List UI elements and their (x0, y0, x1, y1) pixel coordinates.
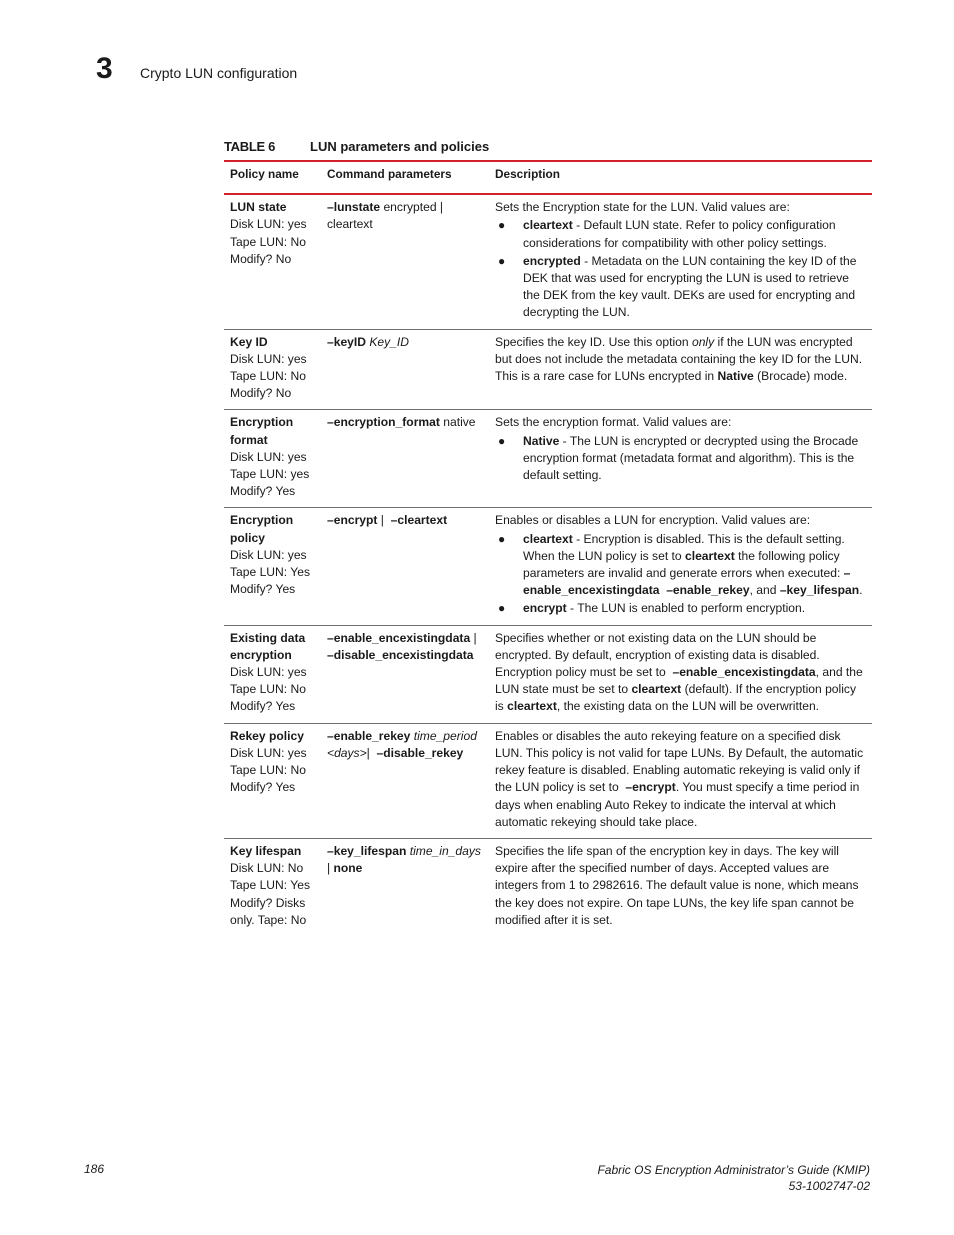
bullet-item (495, 531, 868, 600)
policy-detail: Tape LUN: yes (230, 467, 310, 482)
policy-cell (224, 723, 321, 838)
command-cell (321, 410, 489, 508)
policy-name: Rekey policy (230, 728, 304, 743)
policy-detail: Modify? Yes (230, 699, 296, 714)
bullet-term: encrypted (523, 253, 581, 268)
policy-cell (224, 410, 321, 508)
command-argument: time_in_days (406, 843, 481, 858)
command-flag: –cleartext (390, 513, 448, 528)
command-separator: | (470, 630, 477, 645)
command-cell (321, 625, 489, 723)
description-flag: –enable_encexistingdata (672, 665, 816, 680)
policy-name: Key ID (230, 334, 268, 349)
command-cell (321, 723, 489, 838)
policy-detail: Tape LUN: No (230, 763, 306, 778)
policy-name: Key lifespan (230, 843, 302, 858)
description-text: Enables or disables a LUN for encryption. Valid values are: (495, 513, 811, 528)
policy-detail: Modify? Disks only. Tape: No (230, 895, 307, 927)
bullet-item (495, 217, 868, 251)
bullet-icon: ● (498, 253, 506, 268)
page-number: 186 (84, 1162, 105, 1176)
table-row (224, 625, 872, 723)
column-header-policy-name: Policy name (224, 161, 321, 194)
policy-name: Encryption format (230, 415, 294, 447)
command-values: encrypted | cleartext (327, 200, 444, 232)
description-cell (489, 723, 872, 838)
bullet-text: - The LUN is enabled to perform encryption. (566, 601, 806, 616)
bullet-text: . (859, 583, 863, 598)
description-text: , and the LUN state must be set to (495, 665, 863, 697)
description-text: . You must specify a time period in days when enabling Auto Rekey to indicate the interval at which automatic rekeying should take place. (495, 780, 860, 829)
bullet-term: cleartext (523, 218, 573, 233)
command-cell (321, 194, 489, 329)
table-label: TABLE 6 (224, 139, 276, 154)
bullet-item (495, 600, 868, 617)
policy-detail: Modify? Yes (230, 582, 296, 597)
description-flag: –encrypt (625, 780, 676, 795)
description-term: cleartext (507, 699, 557, 714)
bullet-term: encrypt (523, 601, 567, 616)
policy-detail: Tape LUN: No (230, 369, 306, 384)
description-text: (default). If the encryption policy is (495, 682, 856, 714)
command-flag: none (333, 861, 363, 876)
bullet-flag: –enable_rekey (666, 583, 750, 598)
policy-cell (224, 194, 321, 329)
policy-detail: Tape LUN: Yes (230, 565, 311, 580)
description-cell (489, 410, 872, 508)
policy-detail: Disk LUN: No (230, 861, 304, 876)
description-text: (Brocade) mode. (753, 369, 848, 384)
chapter-title: Crypto LUN configuration (140, 65, 298, 81)
policy-cell (224, 625, 321, 723)
description-text: Specifies the life span of the encryption key in days. The key will expire after the specified number of days. Accepted values are integers from 1 to 2982616. The default value is none, which means the key does not expire. On tape LUNs, the key life span cannot be modified after it is set. (495, 843, 859, 927)
chapter-number: 3 (96, 52, 113, 85)
description-emphasis: only (691, 334, 715, 349)
policy-detail: Tape LUN: No (230, 234, 306, 249)
description-text: Sets the Encryption state for the LUN. Valid values are: (495, 200, 790, 215)
bullet-text: - Encryption is disabled. This is the default setting. When the LUN policy is set to (523, 531, 845, 563)
table-caption (224, 139, 489, 154)
policy-cell (224, 508, 321, 625)
command-values: native (439, 415, 476, 430)
description-cell (489, 625, 872, 723)
policy-detail: Tape LUN: Yes (230, 878, 311, 893)
command-cell (321, 838, 489, 936)
table-row (224, 410, 872, 508)
policy-detail: Modify? Yes (230, 484, 296, 499)
policy-detail: Modify? No (230, 386, 292, 401)
bullet-text: - The LUN is encrypted or decrypted using the Brocade encryption format (metadata format and algorithm). This is the default setting. (523, 433, 859, 483)
table-row (224, 838, 872, 936)
description-term: Native (717, 369, 754, 384)
policy-detail: Disk LUN: yes (230, 547, 307, 562)
command-flag: –lunstate (327, 200, 381, 215)
policy-detail: Modify? Yes (230, 780, 296, 795)
table-row (224, 194, 872, 329)
command-argument: Key_ID (366, 334, 410, 349)
policy-detail: Disk LUN: yes (230, 351, 307, 366)
description-text: Specifies the key ID. Use this option (495, 334, 692, 349)
description-cell (489, 838, 872, 936)
command-cell (321, 329, 489, 410)
description-cell (489, 508, 872, 625)
column-header-description: Description (489, 161, 872, 194)
description-cell (489, 329, 872, 410)
bullet-item (495, 253, 868, 322)
bullet-flag: –enable_encexistingdata (523, 566, 851, 598)
command-separator: | (377, 513, 391, 528)
bullet-term: cleartext (685, 548, 735, 563)
policy-name: Encryption policy (230, 513, 294, 545)
policy-detail: Disk LUN: yes (230, 449, 307, 464)
policy-detail: Disk LUN: yes (230, 217, 307, 232)
command-flag: –encryption_format (327, 415, 440, 430)
command-cell (321, 508, 489, 625)
table-row (224, 508, 872, 625)
bullet-text: , and (749, 583, 780, 598)
table-title: LUN parameters and policies (310, 139, 490, 154)
command-flag: –enable_rekey (327, 728, 411, 743)
description-text: Enables or disables the auto rekeying feature on a specified disk LUN. This policy is not valid for tape LUNs. By Default, the automatic rekey feature is disabled. Enabling automatic rekeying is valid only if the LUN policy is set to (495, 728, 867, 795)
bullet-icon: ● (498, 433, 506, 448)
description-text: , the existing data on the LUN will be overwritten. (556, 699, 820, 714)
description-text: Sets the encryption format. Valid values are: (495, 415, 732, 430)
bullet-term: cleartext (523, 531, 573, 546)
command-flag: –disable_rekey (376, 745, 464, 760)
bullet-item (495, 433, 868, 485)
policy-name: LUN state (230, 200, 287, 215)
document-info (597, 1162, 870, 1194)
table-row (224, 329, 872, 410)
bullet-text: - Metadata on the LUN containing the key ID of the DEK that was used for encrypting the LUN is used to retrieve the DEK from the key vault. DEKs are used for encrypting and decrypting the LUN. (523, 253, 857, 320)
description-text: Specifies whether or not existing data on the LUN should be encrypted. By default, encryption of existing data is disabled. Encryption policy must be set to (495, 630, 824, 680)
bullet-text: the following policy parameters are invalid and generate errors when executed: (523, 548, 844, 581)
policy-detail: Disk LUN: yes (230, 665, 307, 680)
policy-cell (224, 329, 321, 410)
bullet-icon: ● (498, 218, 506, 233)
table-header-row (224, 161, 872, 194)
command-argument: time_period <days> (327, 728, 477, 760)
table-row (224, 723, 872, 838)
policy-name: Existing data encryption (230, 630, 306, 662)
document-title: Fabric OS Encryption Administrator’s Guide (KMIP) (597, 1163, 870, 1177)
bullet-flag: –key_lifespan (779, 583, 860, 598)
bullet-text: - Default LUN state. Refer to policy configuration considerations for compatibility with other policy settings. (523, 218, 836, 250)
policy-detail: Modify? No (230, 251, 292, 266)
policy-detail: Disk LUN: yes (230, 745, 307, 760)
command-flag: –encrypt (327, 513, 378, 528)
command-flag: –key_lifespan (327, 843, 407, 858)
policy-cell (224, 838, 321, 936)
command-flag: –keyID (327, 334, 366, 349)
description-cell (489, 194, 872, 329)
description-term: cleartext (631, 682, 682, 697)
document-number: 53-1002747-02 (788, 1179, 870, 1193)
command-flag: –disable_encexistingdata (327, 647, 474, 662)
bullet-icon: ● (498, 601, 506, 616)
description-text: if the LUN was encrypted but does not include the metadata containing the key ID for the LUN. This is a rare case for LUNs encrypted in (495, 334, 863, 384)
bullet-icon: ● (498, 531, 506, 546)
lun-parameters-table (224, 160, 872, 936)
command-separator: | (327, 861, 334, 876)
policy-detail: Tape LUN: No (230, 682, 306, 697)
column-header-command-parameters: Command parameters (321, 161, 489, 194)
command-separator: | (366, 745, 377, 760)
bullet-term: Native (523, 433, 560, 448)
command-flag: –enable_encexistingdata (327, 630, 471, 645)
